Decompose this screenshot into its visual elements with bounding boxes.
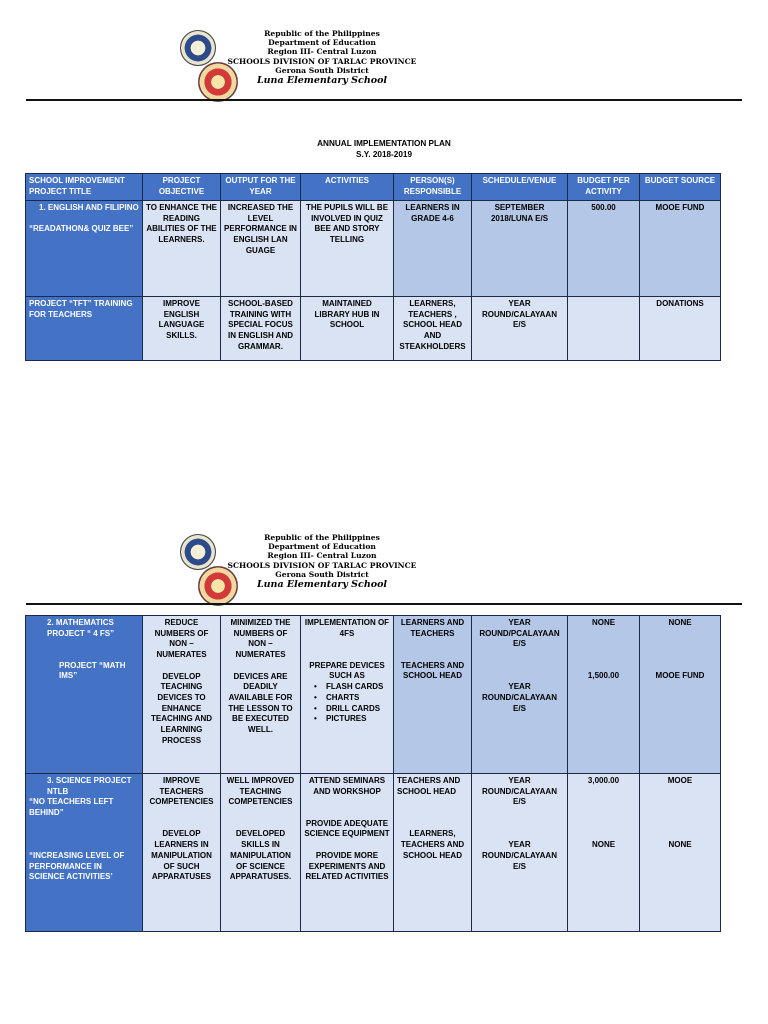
- project-title-cell: [26, 774, 143, 932]
- project-title-cell: [26, 201, 143, 297]
- letterhead-top: [0, 28, 768, 118]
- letterhead-line: Department of Education: [268, 38, 376, 48]
- project-title: PROJECT “MATH IMS”: [59, 660, 126, 681]
- schedule-cell: SEPTEMBER 2018/LUNA E/S: [472, 201, 568, 297]
- deped-seal-icon: [180, 30, 216, 66]
- objective-cell: [143, 616, 221, 774]
- budget-text: 3,000.00: [587, 776, 620, 785]
- objective-text: REDUCE NUMBERS OF NON – NUMERATES: [154, 618, 209, 660]
- source-cell: MOOE FUND: [640, 201, 721, 297]
- output-cell: [221, 774, 301, 932]
- schedule-cell: YEAR ROUND/CALAYAAN E/S: [472, 297, 568, 361]
- activities-cell: THE PUPILS WILL BE INVOLVED IN QUIZ BEE AND STORY TELLING: [301, 201, 394, 297]
- activity-text: PROVIDE ADEQUATE SCIENCE EQUIPMENT: [304, 818, 390, 839]
- schedule-cell: [472, 616, 568, 774]
- source-text: NONE: [668, 840, 692, 850]
- budget-cell: [568, 297, 640, 361]
- objective-cell: IMPROVE ENGLISH LANGUAGE SKILLS.: [143, 297, 221, 361]
- source-cell: [640, 616, 721, 774]
- project-title: 2. MATHEMATICS PROJECT “ 4 FS”: [47, 618, 115, 638]
- source-text: MOOE FUND: [655, 671, 705, 681]
- budget-text: 1,500.00: [587, 671, 620, 681]
- letterhead-text: [222, 533, 422, 589]
- col-header: BUDGET SOURCE: [640, 174, 721, 201]
- project-subtitle: “READATHON& QUIZ BEE”: [29, 224, 134, 234]
- plan-table-1: [25, 173, 721, 361]
- source-text: MOOE: [667, 776, 693, 785]
- output-cell: [221, 616, 301, 774]
- col-header: BUDGET PER ACTIVITY: [568, 174, 640, 201]
- persons-text: TEACHERS AND SCHOOL HEAD: [400, 660, 465, 681]
- activities-cell: MAINTAINED LIBRARY HUB IN SCHOOL: [301, 297, 394, 361]
- budget-cell: [568, 616, 640, 774]
- project-title-cell: [26, 616, 143, 774]
- persons-cell: [394, 774, 472, 932]
- activities-cell: [301, 774, 394, 932]
- col-header: PERSON(S) RESPONSIBLE: [394, 174, 472, 201]
- col-header: OUTPUT FOR THE YEAR: [221, 174, 301, 201]
- persons-text: LEARNERS AND TEACHERS: [400, 618, 465, 638]
- schedule-text: YEAR ROUND/CALAYAAN E/S: [482, 776, 557, 807]
- letterhead-line: Gerona South District: [275, 569, 369, 579]
- project-title-cell: PROJECT “TFT” TRAINING FOR TEACHERS: [26, 297, 143, 361]
- plan-table-2: [25, 615, 721, 932]
- letterhead-bottom: [0, 532, 768, 622]
- activity-text: PROVIDE MORE EXPERIMENTS AND RELATED ACTIVITIES: [305, 850, 389, 882]
- table-row: [26, 774, 721, 932]
- budget-cell: [568, 774, 640, 932]
- budget-cell: 500.00: [568, 201, 640, 297]
- activity-text: PREPARE DEVICES SUCH AS: [309, 660, 385, 681]
- budget-text: NONE: [591, 840, 616, 850]
- deped-seal-icon: [180, 534, 216, 570]
- header-rule: [26, 603, 742, 605]
- activities-cell: [301, 616, 394, 774]
- persons-text: LEARNERS, TEACHERS AND SCHOOL HEAD: [400, 829, 465, 860]
- persons-cell: LEARNERS IN GRADE 4-6: [394, 201, 472, 297]
- output-text: MINIMIZED THE NUMBERS OF NON – NUMERATES: [230, 618, 291, 660]
- school-name: Luna Elementary School: [256, 579, 388, 591]
- schedule-cell: [472, 774, 568, 932]
- letterhead-line: SCHOOLS DIVISION OF TARLAC PROVINCE: [227, 560, 417, 570]
- objective-text: IMPROVE TEACHERS COMPETENCIES: [149, 776, 214, 807]
- col-header: PROJECT OBJECTIVE: [143, 174, 221, 201]
- project-title: “INCREASING LEVEL OF PERFORMANCE IN SCIENCE ACTIVITIES’: [29, 850, 125, 882]
- table-header-row: [26, 174, 721, 201]
- activity-item: • PICTURES: [304, 714, 390, 725]
- letterhead-line: Department of Education: [268, 542, 376, 552]
- letterhead-line: Region III- Central Luzon: [267, 551, 377, 561]
- persons-cell: LEARNERS, TEACHERS , SCHOOL HEAD AND STEAKHOLDERS: [394, 297, 472, 361]
- schedule-text: YEAR ROUND/CALAYAAN E/S: [482, 840, 557, 871]
- activity-item: • DRILL CARDS: [304, 704, 390, 715]
- output-text: WELL IMPROVED TEACHING COMPETENCIES: [226, 776, 295, 807]
- project-title: 3. SCIENCE PROJECT NTLB: [47, 776, 132, 796]
- output-text: DEVELOPED SKILLS IN MANIPULATION OF SCIENCE APPARATUSES.: [229, 829, 292, 882]
- plan-title-text: ANNUAL IMPLEMENTATION PLAN: [317, 139, 451, 148]
- project-title: “NO TEACHERS LEFT BEHIND”: [29, 797, 114, 818]
- school-name: Luna Elementary School: [256, 75, 388, 87]
- letterhead-line: Region III- Central Luzon: [267, 47, 377, 57]
- objective-text: DEVELOP TEACHING DEVICES TO ENHANCE TEACHING AND LEARNING PROCESS: [150, 671, 213, 745]
- output-cell: INCREASED THE LEVEL PERFORMANCE IN ENGLISH LAN GUAGE: [221, 201, 301, 297]
- objective-cell: [143, 774, 221, 932]
- col-header: SCHEDULE/VENUE: [472, 174, 568, 201]
- table-row: [26, 616, 721, 774]
- output-text: DEVICES ARE DEADILY AVAILABLE FOR THE LESSON TO BE EXECUTED WELL.: [228, 671, 293, 735]
- table-row: [26, 297, 721, 361]
- letterhead-line: Republic of the Philippines: [264, 29, 380, 38]
- project-title: 1. ENGLISH AND FILIPINO: [39, 203, 139, 212]
- activity-item: • CHARTS: [304, 693, 390, 704]
- activity-item: • FLASH CARDS: [304, 682, 390, 693]
- source-cell: DONATIONS: [640, 297, 721, 361]
- letterhead-line: Republic of the Philippines: [264, 533, 380, 542]
- schedule-text: YEAR ROUND/PCALAYAAN E/S: [479, 618, 560, 649]
- objective-text: DEVELOP LEARNERS IN MANIPULATION OF SUCH APPARATUSES: [151, 829, 212, 882]
- activity-text: IMPLEMENTATION OF 4FS: [304, 618, 390, 638]
- header-rule: [26, 99, 742, 101]
- col-header: ACTIVITIES: [301, 174, 394, 201]
- plan-year: S.Y. 2018-2019: [356, 150, 412, 159]
- objective-cell: TO ENHANCE THE READING ABILITIES OF THE LEARNERS.: [143, 201, 221, 297]
- output-cell: SCHOOL-BASED TRAINING WITH SPECIAL FOCUS IN ENGLISH AND GRAMMAR.: [221, 297, 301, 361]
- table-row: [26, 201, 721, 297]
- persons-cell: [394, 616, 472, 774]
- schedule-text: YEAR ROUND/CALAYAAN E/S: [482, 682, 557, 713]
- letterhead-text: [222, 29, 422, 85]
- col-header: SCHOOL IMPROVEMENT PROJECT TITLE: [26, 174, 143, 201]
- source-text: NONE: [668, 618, 692, 627]
- letterhead-line: Gerona South District: [275, 65, 369, 75]
- plan-title: [0, 138, 768, 160]
- activity-text: ATTEND SEMINARS AND WORKSHOP: [308, 776, 386, 796]
- persons-text: TEACHERS AND SCHOOL HEAD: [397, 776, 461, 796]
- letterhead-line: SCHOOLS DIVISION OF TARLAC PROVINCE: [227, 56, 417, 66]
- budget-text: NONE: [591, 618, 616, 627]
- source-cell: [640, 774, 721, 932]
